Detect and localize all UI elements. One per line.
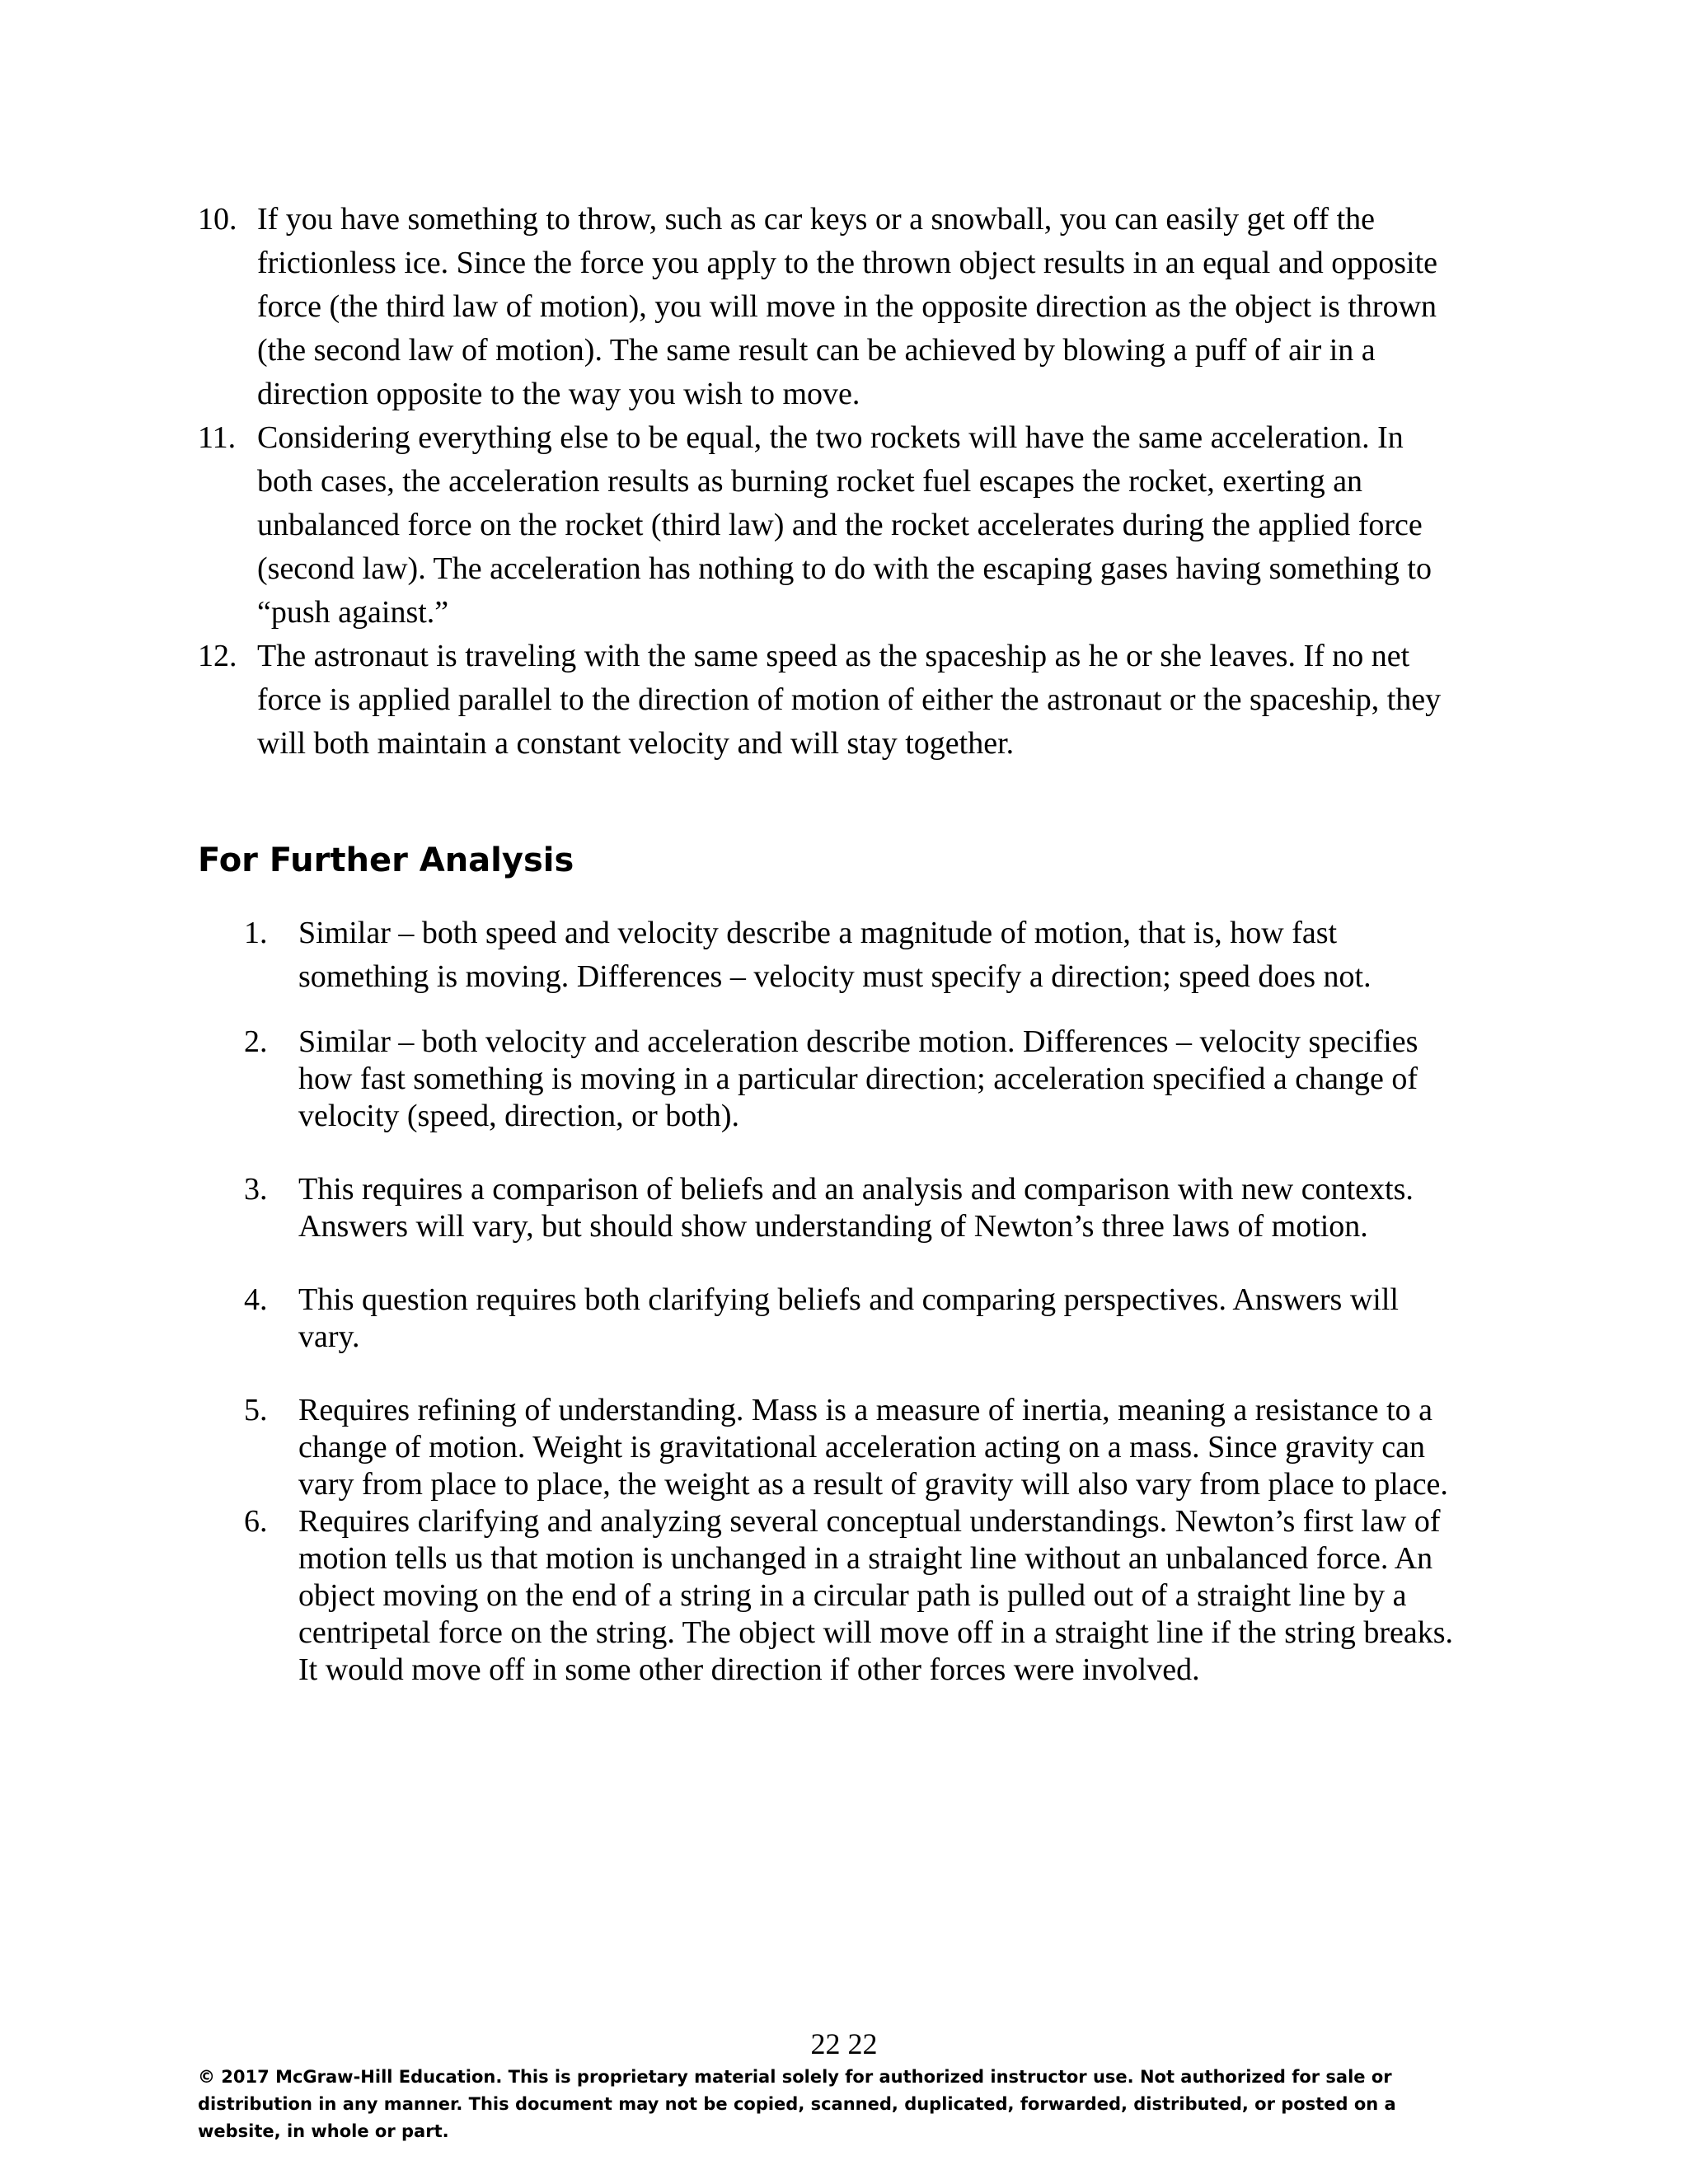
answer-number: 11. bbox=[198, 420, 237, 455]
answer-text: If you have something to throw, such as car keys or a snowball, you can easily get off the frictionless ice. Since the force you apply to the thrown object results in an equal and opposite force (the third law of motion), you will move in the opposite direction as the object is thrown (the second law of motion). The same result can be achieved by blowing a puff of air in a direction opposite to the way you wish to move. bbox=[257, 202, 1437, 411]
analysis-number: 2. bbox=[244, 1024, 268, 1059]
answer-number: 12. bbox=[198, 639, 237, 673]
answer-number: 10. bbox=[198, 202, 237, 237]
analysis-text: Requires clarifying and analyzing several conceptual understandings. Newton’s first law of motion tells us that motion is unchanged in a straight line without an unbalanced force. An object moving on the end of a string in a circular path is pulled out of a straight line by a centripetal force on the string. The object will move off in a straight line if the string breaks. It would move off in some other direction if other forces were involved. bbox=[298, 1504, 1454, 1687]
answer-item bbox=[198, 635, 1451, 766]
section-heading: For Further Analysis bbox=[198, 841, 574, 879]
analysis-text: This requires a comparison of beliefs and an analysis and comparison with new contexts. Answers will vary, but should show understanding of Newton’s three laws of motion. bbox=[298, 1172, 1414, 1244]
analysis-item bbox=[244, 1392, 1456, 1503]
answers-list bbox=[198, 198, 1451, 766]
analysis-item bbox=[244, 1503, 1456, 1689]
analysis-number: 6. bbox=[244, 1504, 268, 1539]
analysis-item bbox=[244, 1282, 1456, 1356]
analysis-number: 1. bbox=[244, 916, 268, 950]
answer-text: Considering everything else to be equal, the two rockets will have the same acceleration. In both cases, the acceleration results as burning rocket fuel escapes the rocket, exerting an unbalanced force on the rocket (third law) and the rocket accelerates during the applied force (second law). The acceleration has nothing to do with the escaping gases having something to “push against.” bbox=[257, 420, 1432, 630]
further-analysis-list bbox=[244, 912, 1456, 1689]
analysis-item bbox=[244, 1171, 1456, 1245]
analysis-text: This question requires both clarifying beliefs and comparing perspectives. Answers will vary. bbox=[298, 1282, 1399, 1354]
analysis-item bbox=[244, 1024, 1456, 1135]
analysis-item bbox=[244, 912, 1456, 999]
page-number: 22 22 bbox=[810, 2027, 878, 2060]
analysis-text: Similar – both speed and velocity describe a magnitude of motion, that is, how fast something is moving. Differences – velocity must specify a direction; speed does not. bbox=[298, 916, 1372, 994]
analysis-number: 4. bbox=[244, 1282, 268, 1317]
analysis-text: Requires refining of understanding. Mass is a measure of inertia, meaning a resistance to a change of motion. Weight is gravitational acceleration acting on a mass. Since gravity can vary from place to place, the weight as a result of gravity will also vary from place to place. bbox=[298, 1393, 1448, 1502]
analysis-number: 5. bbox=[244, 1393, 268, 1427]
analysis-number: 3. bbox=[244, 1172, 268, 1207]
answer-item bbox=[198, 198, 1451, 416]
answer-item bbox=[198, 416, 1451, 635]
copyright-notice: © 2017 McGraw-Hill Education. This is proprietary material solely for authorized instructor use. Not authorized for sale or distribution in any manner. This document may not be copied, scanned, duplicated, forwarded, distributed, or posted on a website, in whole or part. bbox=[198, 2067, 1396, 2141]
answer-text: The astronaut is traveling with the same speed as the spaceship as he or she leaves. If no net force is applied parallel to the direction of motion of either the astronaut or the spaceship, they will both maintain a constant velocity and will stay together. bbox=[257, 639, 1442, 761]
analysis-text: Similar – both velocity and acceleration describe motion. Differences – velocity specifies how fast something is moving in a particular direction; acceleration specified a change of velocity (speed, direction, or both). bbox=[298, 1024, 1418, 1133]
